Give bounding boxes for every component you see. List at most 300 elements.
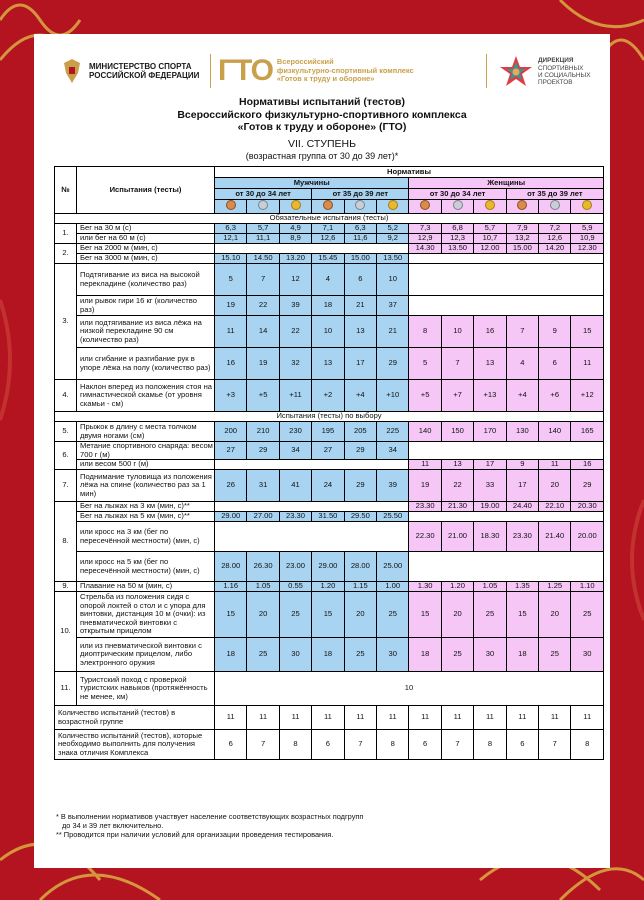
test-name: Бег на лыжах на 3 км (мин, с)** <box>77 502 215 512</box>
women-value: 13 <box>474 348 506 380</box>
men-value: 12 <box>279 264 311 296</box>
women-value: 10 <box>441 316 473 348</box>
men-value: 22 <box>247 296 279 316</box>
women-value: 13.50 <box>441 244 473 254</box>
men-value: 24 <box>312 470 344 502</box>
women-value: 17 <box>474 460 506 470</box>
women-value: 7 <box>506 316 538 348</box>
men-value: +2 <box>312 380 344 412</box>
gold-badge-icon <box>485 200 495 210</box>
test-number: 9. <box>55 582 77 592</box>
women-empty <box>409 264 604 296</box>
women-value: 18 <box>409 638 441 672</box>
men-empty <box>215 502 409 512</box>
women-value: 23.30 <box>506 522 538 552</box>
women-value: 130 <box>506 422 538 442</box>
test-number: 1. <box>55 224 77 244</box>
count-required-value: 6 <box>409 730 441 760</box>
count-required-value: 7 <box>247 730 279 760</box>
count-tests-value: 11 <box>377 706 409 730</box>
bronze-badge-icon <box>517 200 527 210</box>
women-value: +5 <box>409 380 441 412</box>
men-value: 26.30 <box>247 552 279 582</box>
men-value: 1.16 <box>215 582 247 592</box>
men-value: +10 <box>377 380 409 412</box>
women-value: 1.25 <box>539 582 571 592</box>
women-value: 12,3 <box>441 234 473 244</box>
men-value: 25 <box>247 638 279 672</box>
men-value: 195 <box>312 422 344 442</box>
men-value: 22 <box>279 316 311 348</box>
women-value: 150 <box>441 422 473 442</box>
footnote-1: * В выполнении нормативов участвует население соответствующих возрастных подгрупп <box>56 812 364 821</box>
women-empty <box>409 512 604 522</box>
women-value: 13 <box>441 460 473 470</box>
test-number: 8. <box>55 502 77 582</box>
men-value: 205 <box>344 422 376 442</box>
count-tests-value: 11 <box>312 706 344 730</box>
men-value: 17 <box>344 348 376 380</box>
col-no-header: № <box>55 167 77 214</box>
women-value: +13 <box>474 380 506 412</box>
men-age-30-34: от 30 до 34 лет <box>215 189 312 200</box>
women-value: 18 <box>506 638 538 672</box>
footnote-2: ** Проводится при наличии условий для организации проведения тестирования. <box>56 830 334 839</box>
women-value: 1.05 <box>474 582 506 592</box>
logo-divider <box>210 54 211 88</box>
men-value: 34 <box>279 442 311 460</box>
men-value: 18 <box>215 638 247 672</box>
gto-line-2: физкультурно-спортивный комплекс <box>276 65 414 75</box>
men-value: 7,1 <box>312 224 344 234</box>
section-optional: Испытания (тесты) по выбору <box>55 412 604 422</box>
ministry-logo <box>60 56 199 86</box>
col-norms-header: Нормативы <box>215 167 604 178</box>
women-empty <box>409 254 604 264</box>
count-required-value: 6 <box>506 730 538 760</box>
men-value: 21 <box>377 316 409 348</box>
men-value: 21 <box>344 296 376 316</box>
bronze-badge-icon <box>226 200 236 210</box>
women-value: 170 <box>474 422 506 442</box>
men-value: 28.00 <box>215 552 247 582</box>
test-name: Бег на лыжах на 5 км (мин, с)** <box>77 512 215 522</box>
women-value: 19 <box>409 470 441 502</box>
men-value: 31 <box>247 470 279 502</box>
men-value: 32 <box>279 348 311 380</box>
section-mandatory: Обязательные испытания (тесты) <box>55 214 604 224</box>
men-value: 11,1 <box>247 234 279 244</box>
test-name: Поднимание туловища из положения лёжа на спине (количество раз за 1 мин) <box>77 470 215 502</box>
men-empty <box>215 522 409 552</box>
test-number: 3. <box>55 264 77 380</box>
ministry-line-1: МИНИСТЕРСТВО СПОРТА <box>89 61 192 71</box>
count-tests-value: 11 <box>474 706 506 730</box>
women-value: 20.30 <box>571 502 604 512</box>
men-value: 6,3 <box>215 224 247 234</box>
women-value: 16 <box>571 460 604 470</box>
men-value: 13 <box>312 348 344 380</box>
men-value: 230 <box>279 422 311 442</box>
men-empty <box>215 244 409 254</box>
count-required-value: 7 <box>441 730 473 760</box>
women-value: 7,3 <box>409 224 441 234</box>
men-value: 8,9 <box>279 234 311 244</box>
men-value: 6,3 <box>344 224 376 234</box>
women-value: 11 <box>539 460 571 470</box>
norms-table <box>54 166 604 760</box>
men-value: 20 <box>247 592 279 638</box>
men-value: 19 <box>247 348 279 380</box>
test-name: Стрельба из положения сидя с опорой локтей о стол и с упора для винтовки, дистанция 10 м (очки): из пневматической винтовки с открытым прицелом <box>77 592 215 638</box>
women-empty <box>409 296 604 316</box>
count-required-value: 8 <box>377 730 409 760</box>
men-value: 210 <box>247 422 279 442</box>
men-value: 1.15 <box>344 582 376 592</box>
count-tests-value: 11 <box>441 706 473 730</box>
women-value: 7,2 <box>539 224 571 234</box>
women-value: 140 <box>539 422 571 442</box>
men-value: 16 <box>215 348 247 380</box>
count-tests-value: 11 <box>247 706 279 730</box>
men-value: 6 <box>344 264 376 296</box>
men-value: 18 <box>312 638 344 672</box>
women-value: 6 <box>539 348 571 380</box>
test-name: или рывок гири 16 кг (количество раз) <box>77 296 215 316</box>
women-value: 20 <box>441 592 473 638</box>
men-value: 25.50 <box>377 512 409 522</box>
women-value: 165 <box>571 422 604 442</box>
dir-line-3: И СОЦИАЛЬНЫХ <box>538 72 591 79</box>
men-header: Мужчины <box>215 178 409 189</box>
men-value: 200 <box>215 422 247 442</box>
women-value: 25 <box>539 638 571 672</box>
men-empty <box>215 460 409 470</box>
men-value: 4 <box>312 264 344 296</box>
men-value: 39 <box>279 296 311 316</box>
women-value: 5,9 <box>571 224 604 234</box>
count-required-label: Количество испытаний (тестов), которые необходимо выполнить для получения знака отличия Комплекса <box>55 730 215 760</box>
men-value: 13.50 <box>377 254 409 264</box>
men-value: 1.20 <box>312 582 344 592</box>
norms-sheet <box>34 34 610 868</box>
men-value: +3 <box>215 380 247 412</box>
title-line-3: «Готов к труду и обороне» (ГТО) <box>237 121 407 133</box>
men-value: 15.10 <box>215 254 247 264</box>
women-age-35-39: от 35 до 39 лет <box>506 189 603 200</box>
women-value: 9 <box>506 460 538 470</box>
count-tests-label: Количество испытаний (тестов) в возрастной группе <box>55 706 215 730</box>
count-tests-value: 11 <box>344 706 376 730</box>
men-value: 13 <box>344 316 376 348</box>
men-value: 25 <box>377 592 409 638</box>
women-value: 15 <box>571 316 604 348</box>
men-value: 37 <box>377 296 409 316</box>
women-value: 22 <box>441 470 473 502</box>
men-value: 15.45 <box>312 254 344 264</box>
women-value: 30 <box>474 638 506 672</box>
men-value: 20 <box>344 592 376 638</box>
silver-badge-icon <box>355 200 365 210</box>
men-value: 41 <box>279 470 311 502</box>
women-value: 8 <box>409 316 441 348</box>
women-value: 15 <box>506 592 538 638</box>
men-value: 27 <box>312 442 344 460</box>
silver-badge-icon <box>550 200 560 210</box>
men-value: 5,2 <box>377 224 409 234</box>
men-value: 10 <box>377 264 409 296</box>
test-name: Туристский поход с проверкой туристских навыков (протяжённость не менее, км) <box>77 672 215 706</box>
directorate-star-icon <box>498 54 534 90</box>
women-value: 14.30 <box>409 244 441 254</box>
women-value: 29 <box>571 470 604 502</box>
women-value: 1.30 <box>409 582 441 592</box>
men-value: 30 <box>377 638 409 672</box>
women-value: 21.40 <box>539 522 571 552</box>
men-value: 29.00 <box>215 512 247 522</box>
women-value: 15 <box>409 592 441 638</box>
test-name: или из пневматической винтовки с диоптрическим прицелом, либо электронного оружия <box>77 638 215 672</box>
test-name: или кросс на 3 км (бег по пересечённой местности) (мин, с) <box>77 522 215 552</box>
men-value: 5,7 <box>247 224 279 234</box>
women-value: 22.10 <box>539 502 571 512</box>
men-value: 12,1 <box>215 234 247 244</box>
silver-badge-icon <box>258 200 268 210</box>
count-required-value: 7 <box>539 730 571 760</box>
men-value: 25 <box>279 592 311 638</box>
men-value: 12,6 <box>312 234 344 244</box>
men-value: 25.00 <box>377 552 409 582</box>
logo-header <box>34 34 610 96</box>
men-value: 15 <box>215 592 247 638</box>
test-number: 7. <box>55 470 77 502</box>
women-value: 11 <box>571 348 604 380</box>
men-value: 26 <box>215 470 247 502</box>
age-group: (возрастная группа от 30 до 39 лет)* <box>245 151 399 161</box>
women-value: 7,9 <box>506 224 538 234</box>
test-number: 5. <box>55 422 77 442</box>
gto-mark: ГТО <box>218 54 273 87</box>
women-value: 20 <box>539 470 571 502</box>
men-value: 27.00 <box>247 512 279 522</box>
gold-badge-icon <box>291 200 301 210</box>
women-value: 140 <box>409 422 441 442</box>
women-value: 12.00 <box>474 244 506 254</box>
women-value: 12,6 <box>539 234 571 244</box>
women-value: 25 <box>441 638 473 672</box>
men-age-35-39: от 35 до 39 лет <box>312 189 409 200</box>
men-value: 31.50 <box>312 512 344 522</box>
women-value: 1.20 <box>441 582 473 592</box>
count-required-value: 6 <box>312 730 344 760</box>
women-value: 1.10 <box>571 582 604 592</box>
test-name: Прыжок в длину с места толчком двумя ногами (см) <box>77 422 215 442</box>
count-required-value: 8 <box>279 730 311 760</box>
women-value: 6,8 <box>441 224 473 234</box>
women-age-30-34: от 30 до 34 лет <box>409 189 506 200</box>
dir-line-2: СПОРТИВНЫХ <box>538 64 584 72</box>
women-value: +6 <box>539 380 571 412</box>
women-value: 13,2 <box>506 234 538 244</box>
men-value: 29 <box>377 348 409 380</box>
women-value: +12 <box>571 380 604 412</box>
gto-logo <box>218 54 414 88</box>
men-value: 14.50 <box>247 254 279 264</box>
logo-divider <box>486 54 487 88</box>
test-name: Бег на 3000 м (мин, с) <box>77 254 215 264</box>
women-value: 20 <box>539 592 571 638</box>
men-value: 11 <box>215 316 247 348</box>
title-line-2: Всероссийского физкультурно-спортивного комплекса <box>177 108 467 121</box>
count-tests-value: 11 <box>571 706 604 730</box>
women-value: 18.30 <box>474 522 506 552</box>
test-number: 2. <box>55 244 77 264</box>
men-value: 9,2 <box>377 234 409 244</box>
men-value: 23.00 <box>279 552 311 582</box>
men-value: 29 <box>344 442 376 460</box>
women-value: 7 <box>441 348 473 380</box>
silver-badge-icon <box>453 200 463 210</box>
ministry-line-2: РОССИЙСКОЙ ФЕДЕРАЦИИ <box>89 71 200 80</box>
gto-line-3: «Готов к труду и обороне» <box>276 74 375 84</box>
eagle-emblem-icon <box>60 57 84 85</box>
men-value: 25 <box>344 638 376 672</box>
men-value: 4,9 <box>279 224 311 234</box>
men-value: 13.20 <box>279 254 311 264</box>
men-value: +5 <box>247 380 279 412</box>
col-tests-header: Испытания (тесты) <box>77 167 215 214</box>
men-value: 7 <box>247 264 279 296</box>
women-value: 25 <box>571 592 604 638</box>
gold-badge-icon <box>388 200 398 210</box>
men-value: 5 <box>215 264 247 296</box>
men-value: 23.30 <box>279 512 311 522</box>
women-value: 1.35 <box>506 582 538 592</box>
women-value: 5,7 <box>474 224 506 234</box>
men-value: 1.05 <box>247 582 279 592</box>
test-name: Метание спортивного снаряда: весом 700 г (м) <box>77 442 215 460</box>
women-value: 15.00 <box>506 244 538 254</box>
women-empty <box>409 552 604 582</box>
footnote-1-cont: до 34 и 39 лет включительно. <box>62 821 164 830</box>
test-name: Бег на 2000 м (мин, с) <box>77 244 215 254</box>
count-tests-value: 11 <box>409 706 441 730</box>
women-value: 14.20 <box>539 244 571 254</box>
test-name: Подтягивание из виса на высокой перекладине (количество раз) <box>77 264 215 296</box>
men-value: 1.00 <box>377 582 409 592</box>
men-value: 29 <box>247 442 279 460</box>
footnotes <box>56 812 596 839</box>
men-value: 18 <box>312 296 344 316</box>
women-value: 12.30 <box>571 244 604 254</box>
count-tests-value: 11 <box>279 706 311 730</box>
women-value: 23.30 <box>409 502 441 512</box>
women-value: 10,7 <box>474 234 506 244</box>
men-value: 225 <box>377 422 409 442</box>
test-name: или сгибание и разгибание рук в упоре лёжа на полу (количество раз) <box>77 348 215 380</box>
women-value: 21.30 <box>441 502 473 512</box>
men-value: 29.00 <box>312 552 344 582</box>
women-value: +4 <box>506 380 538 412</box>
men-value: 39 <box>377 470 409 502</box>
test-name: Плавание на 50 м (мин, с) <box>77 582 215 592</box>
test-name: или бег на 60 м (с) <box>77 234 215 244</box>
test-number: 11. <box>55 672 77 706</box>
directorate-logo <box>498 54 590 90</box>
count-required-value: 7 <box>344 730 376 760</box>
women-value: 20.00 <box>571 522 604 552</box>
test-number: 4. <box>55 380 77 412</box>
women-value: 5 <box>409 348 441 380</box>
women-value: +7 <box>441 380 473 412</box>
men-value: 19 <box>215 296 247 316</box>
test-name: или кросс на 5 км (бег по пересечённой местности) (мин, с) <box>77 552 215 582</box>
gto-line-1: Всероссийский <box>276 57 334 67</box>
men-value: +11 <box>279 380 311 412</box>
women-header: Женщины <box>409 178 604 189</box>
test-number: 6. <box>55 442 77 470</box>
men-value: 34 <box>377 442 409 460</box>
test-name: или подтягивание из виса лёжа на низкой перекладине 90 см (количество раз) <box>77 316 215 348</box>
women-value: 24.40 <box>506 502 538 512</box>
title-line-1: Нормативы испытаний (тестов) <box>239 96 405 108</box>
women-value: 21.00 <box>441 522 473 552</box>
women-value: 9 <box>539 316 571 348</box>
document-title <box>34 96 610 134</box>
dir-line-4: ПРОЕКТОВ <box>538 79 573 87</box>
tourism-value: 10 <box>215 672 604 706</box>
men-value: 29 <box>344 470 376 502</box>
men-value: 10 <box>312 316 344 348</box>
women-value: 22.30 <box>409 522 441 552</box>
stage-title: VII. СТУПЕНЬ <box>287 138 356 150</box>
bronze-badge-icon <box>323 200 333 210</box>
bronze-badge-icon <box>420 200 430 210</box>
men-value: 15.00 <box>344 254 376 264</box>
dir-line-1: ДИРЕКЦИЯ <box>538 57 574 65</box>
count-required-value: 8 <box>571 730 604 760</box>
men-value: 30 <box>279 638 311 672</box>
women-value: 4 <box>506 348 538 380</box>
women-value: 25 <box>474 592 506 638</box>
test-name: Наклон вперед из положения стоя на гимнастической скамье (от уровня скамьи - см) <box>77 380 215 412</box>
gold-badge-icon <box>582 200 592 210</box>
men-value: +4 <box>344 380 376 412</box>
women-value: 30 <box>571 638 604 672</box>
men-value: 27 <box>215 442 247 460</box>
women-value: 12,9 <box>409 234 441 244</box>
women-empty <box>409 442 604 460</box>
men-value: 15 <box>312 592 344 638</box>
women-value: 10,9 <box>571 234 604 244</box>
women-value: 33 <box>474 470 506 502</box>
men-value: 0.55 <box>279 582 311 592</box>
count-tests-value: 11 <box>215 706 247 730</box>
women-value: 16 <box>474 316 506 348</box>
men-value: 11,6 <box>344 234 376 244</box>
women-value: 17 <box>506 470 538 502</box>
test-number: 10. <box>55 592 77 672</box>
men-value: 28.00 <box>344 552 376 582</box>
women-value: 11 <box>409 460 441 470</box>
test-name: или весом 500 г (м) <box>77 460 215 470</box>
count-required-value: 6 <box>215 730 247 760</box>
count-required-value: 8 <box>474 730 506 760</box>
count-tests-value: 11 <box>506 706 538 730</box>
test-name: Бег на 30 м (с) <box>77 224 215 234</box>
women-value: 19.00 <box>474 502 506 512</box>
men-value: 29.50 <box>344 512 376 522</box>
